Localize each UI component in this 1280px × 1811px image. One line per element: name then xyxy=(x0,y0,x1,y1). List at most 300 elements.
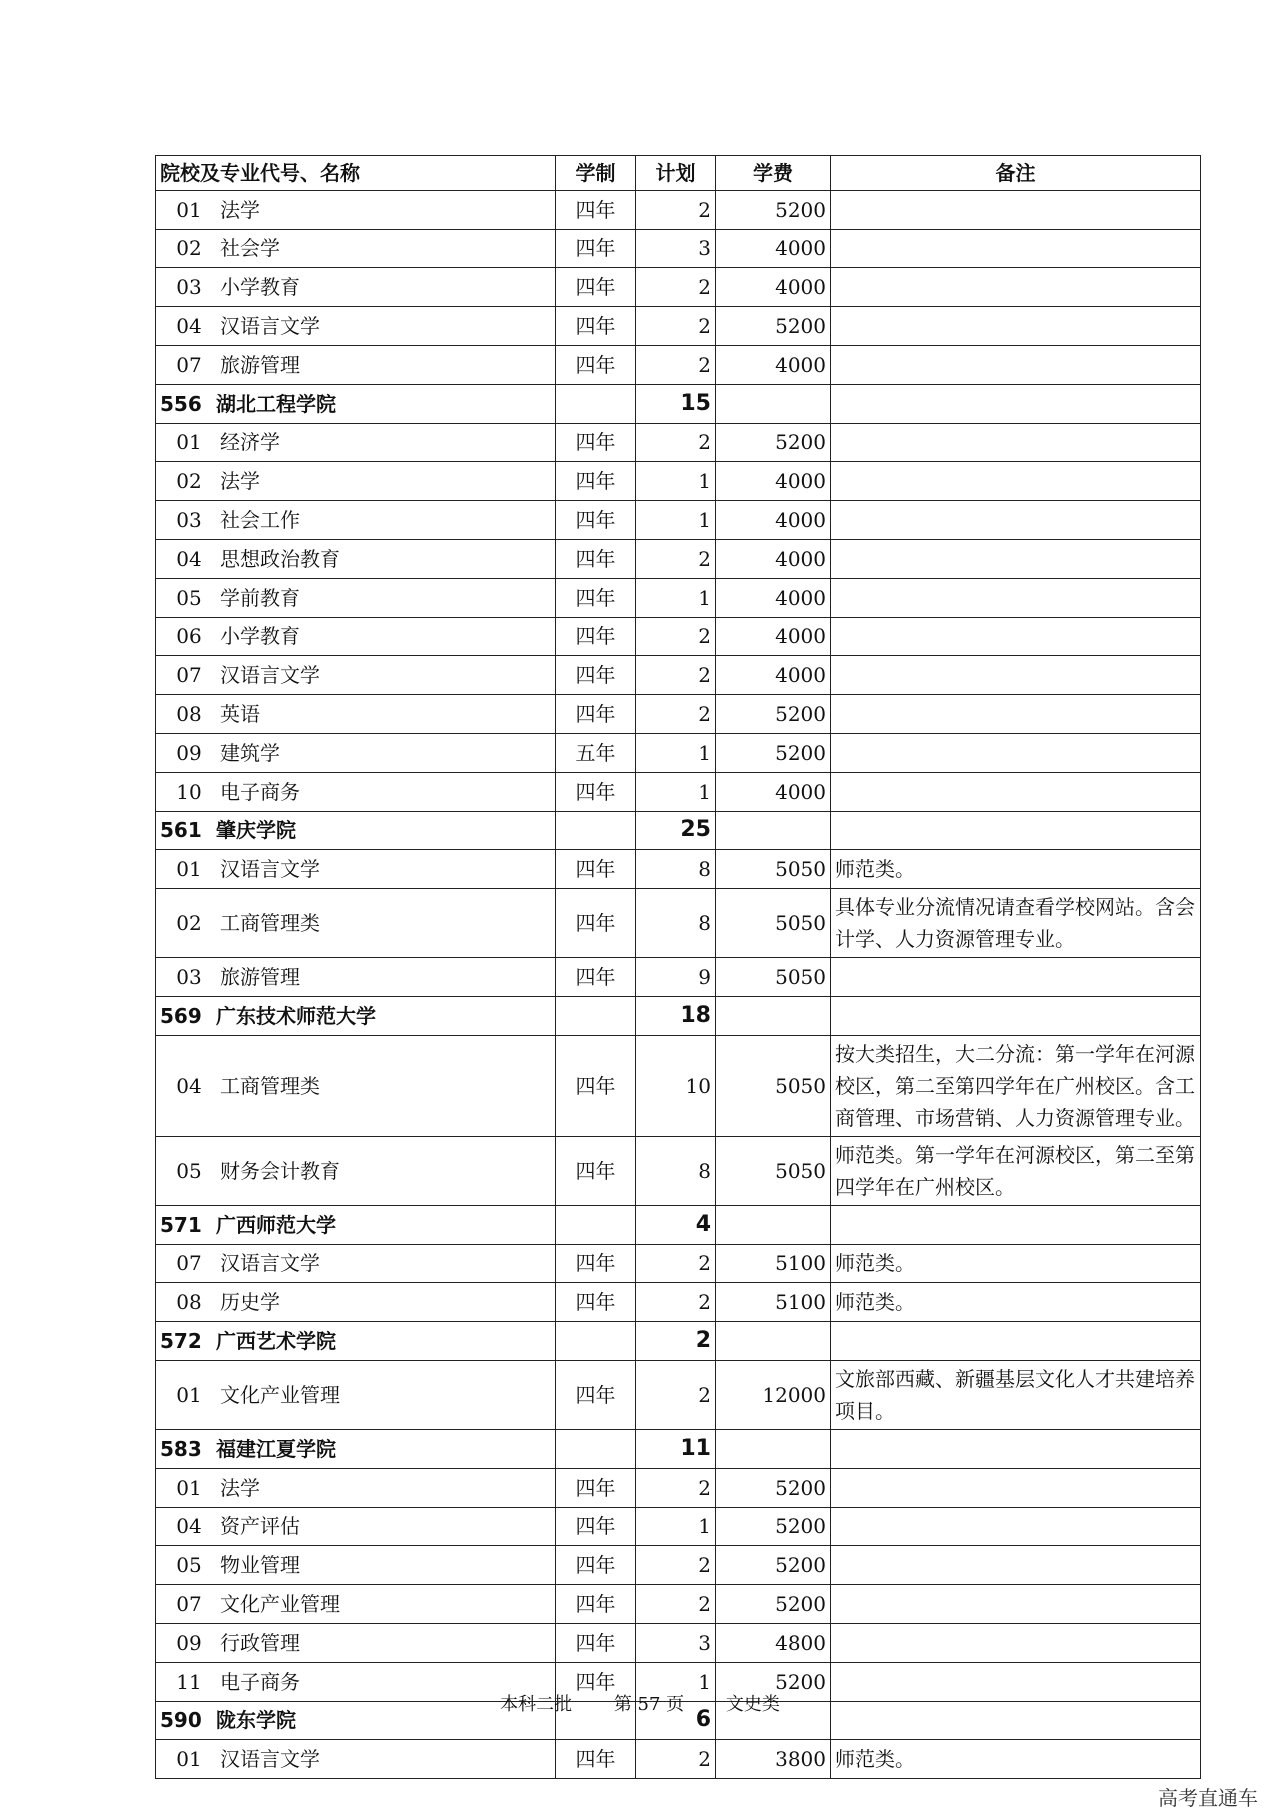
major-cell xyxy=(156,229,556,268)
major-fee: 5200 xyxy=(716,423,831,462)
major-cell xyxy=(156,1507,556,1546)
header-note: 备注 xyxy=(831,156,1201,191)
major-plan: 2 xyxy=(636,656,716,695)
major-duration: 四年 xyxy=(556,578,636,617)
major-plan: 1 xyxy=(636,1662,716,1701)
major-code: 04 xyxy=(176,1514,202,1539)
major-note xyxy=(831,772,1201,811)
major-fee: 5050 xyxy=(716,889,831,958)
major-note xyxy=(831,345,1201,384)
major-fee: 4000 xyxy=(716,268,831,307)
major-duration: 四年 xyxy=(556,1507,636,1546)
major-duration: 四年 xyxy=(556,958,636,997)
major-duration: 四年 xyxy=(556,1662,636,1701)
major-note xyxy=(831,539,1201,578)
major-fee: 5200 xyxy=(716,1662,831,1701)
major-duration: 四年 xyxy=(556,539,636,578)
major-code: 02 xyxy=(176,469,202,494)
school-fee-cell xyxy=(716,811,831,850)
footer-page-number: 第 57 页 xyxy=(613,1694,685,1715)
school-fee-cell xyxy=(716,1429,831,1468)
header-duration: 学制 xyxy=(556,156,636,191)
major-name: 汉语言文学 xyxy=(220,663,320,688)
school-duration-cell xyxy=(556,1322,636,1361)
major-cell xyxy=(156,423,556,462)
major-row xyxy=(156,1035,1201,1136)
school-name: 广西师范大学 xyxy=(216,1212,336,1237)
major-code: 09 xyxy=(176,740,202,765)
major-name: 社会学 xyxy=(220,236,280,261)
major-name: 思想政治教育 xyxy=(220,546,340,571)
major-plan: 2 xyxy=(636,268,716,307)
major-note xyxy=(831,190,1201,229)
major-duration: 四年 xyxy=(556,1035,636,1136)
header-plan: 计划 xyxy=(636,156,716,191)
major-note: 师范类。 xyxy=(831,1244,1201,1283)
major-note xyxy=(831,958,1201,997)
major-code: 06 xyxy=(176,624,202,649)
school-name: 福建江夏学院 xyxy=(216,1436,336,1461)
major-cell xyxy=(156,1546,556,1585)
major-fee: 5050 xyxy=(716,1035,831,1136)
school-plan-total: 18 xyxy=(636,996,716,1035)
major-name: 物业管理 xyxy=(220,1553,300,1578)
major-duration: 四年 xyxy=(556,1136,636,1205)
major-code: 01 xyxy=(176,1475,202,1500)
major-name: 汉语言文学 xyxy=(220,1251,320,1276)
major-duration: 四年 xyxy=(556,695,636,734)
major-cell xyxy=(156,1035,556,1136)
major-plan: 3 xyxy=(636,1623,716,1662)
footer-category: 文史类 xyxy=(725,1694,780,1715)
major-note xyxy=(831,307,1201,346)
major-fee: 5050 xyxy=(716,958,831,997)
school-name: 广东技术师范大学 xyxy=(216,1003,376,1028)
school-plan-total: 4 xyxy=(636,1205,716,1244)
major-name: 汉语言文学 xyxy=(220,314,320,339)
major-plan: 2 xyxy=(636,695,716,734)
major-cell xyxy=(156,345,556,384)
major-cell xyxy=(156,695,556,734)
major-note xyxy=(831,268,1201,307)
major-cell xyxy=(156,1244,556,1283)
major-row xyxy=(156,617,1201,656)
major-code: 03 xyxy=(176,275,202,300)
school-name: 陇东学院 xyxy=(216,1708,296,1733)
major-fee: 4000 xyxy=(716,229,831,268)
major-plan: 2 xyxy=(636,345,716,384)
school-fee-cell xyxy=(716,384,831,423)
major-fee: 4000 xyxy=(716,772,831,811)
school-duration-cell xyxy=(556,996,636,1035)
major-duration: 四年 xyxy=(556,1283,636,1322)
school-cell xyxy=(156,1322,556,1361)
major-duration: 四年 xyxy=(556,423,636,462)
major-fee: 5200 xyxy=(716,1546,831,1585)
major-plan: 8 xyxy=(636,889,716,958)
major-note: 师范类。 xyxy=(831,850,1201,889)
major-cell xyxy=(156,1360,556,1429)
major-fee: 5100 xyxy=(716,1244,831,1283)
major-fee: 4800 xyxy=(716,1623,831,1662)
major-fee: 4000 xyxy=(716,656,831,695)
major-code: 05 xyxy=(176,1158,202,1183)
major-plan: 8 xyxy=(636,850,716,889)
school-note-cell xyxy=(831,1205,1201,1244)
major-fee: 5200 xyxy=(716,733,831,772)
school-cell xyxy=(156,996,556,1035)
major-plan: 2 xyxy=(636,539,716,578)
major-duration: 四年 xyxy=(556,307,636,346)
major-fee: 4000 xyxy=(716,617,831,656)
major-fee: 5050 xyxy=(716,1136,831,1205)
admission-plan-table xyxy=(155,155,1201,1779)
major-cell xyxy=(156,889,556,958)
major-name: 电子商务 xyxy=(220,779,300,804)
major-row xyxy=(156,1283,1201,1322)
major-plan: 3 xyxy=(636,229,716,268)
major-code: 01 xyxy=(176,430,202,455)
major-fee: 4000 xyxy=(716,539,831,578)
school-code: 556 xyxy=(160,391,202,416)
school-name: 湖北工程学院 xyxy=(216,391,336,416)
major-row xyxy=(156,1623,1201,1662)
major-name: 法学 xyxy=(220,197,260,222)
major-duration: 四年 xyxy=(556,656,636,695)
watermark-text: 高考直通车 xyxy=(1158,1786,1258,1810)
major-code: 02 xyxy=(176,236,202,261)
school-row xyxy=(156,384,1201,423)
major-note: 师范类。 xyxy=(831,1740,1201,1779)
major-note: 师范类。 xyxy=(831,1283,1201,1322)
major-plan: 2 xyxy=(636,1283,716,1322)
major-code: 01 xyxy=(176,1747,202,1772)
major-row xyxy=(156,501,1201,540)
major-cell xyxy=(156,307,556,346)
major-fee: 5200 xyxy=(716,190,831,229)
major-note xyxy=(831,733,1201,772)
major-cell xyxy=(156,1623,556,1662)
school-fee-cell xyxy=(716,1322,831,1361)
school-duration-cell xyxy=(556,1429,636,1468)
major-fee: 5200 xyxy=(716,1585,831,1624)
major-code: 01 xyxy=(176,1382,202,1407)
major-plan: 1 xyxy=(636,578,716,617)
major-row xyxy=(156,889,1201,958)
major-name: 社会工作 xyxy=(220,508,300,533)
major-fee: 12000 xyxy=(716,1360,831,1429)
major-duration: 四年 xyxy=(556,190,636,229)
major-name: 历史学 xyxy=(220,1290,280,1315)
major-cell xyxy=(156,733,556,772)
major-name: 学前教育 xyxy=(220,585,300,610)
major-plan: 10 xyxy=(636,1035,716,1136)
major-row xyxy=(156,1468,1201,1507)
major-duration: 四年 xyxy=(556,1740,636,1779)
major-row xyxy=(156,462,1201,501)
major-plan: 2 xyxy=(636,1740,716,1779)
major-duration: 四年 xyxy=(556,1546,636,1585)
school-code: 571 xyxy=(160,1212,202,1237)
major-name: 工商管理类 xyxy=(220,1073,320,1098)
major-cell xyxy=(156,850,556,889)
major-code: 03 xyxy=(176,965,202,990)
school-name: 肇庆学院 xyxy=(216,818,296,843)
major-code: 04 xyxy=(176,314,202,339)
major-plan: 2 xyxy=(636,1468,716,1507)
major-code: 02 xyxy=(176,911,202,936)
school-note-cell xyxy=(831,996,1201,1035)
table-body xyxy=(156,190,1201,1778)
major-fee: 4000 xyxy=(716,462,831,501)
major-note xyxy=(831,501,1201,540)
school-row xyxy=(156,811,1201,850)
major-note xyxy=(831,423,1201,462)
school-code: 569 xyxy=(160,1003,202,1028)
school-note-cell xyxy=(831,1429,1201,1468)
major-row xyxy=(156,1585,1201,1624)
major-fee: 5100 xyxy=(716,1283,831,1322)
major-code: 05 xyxy=(176,1553,202,1578)
major-duration: 四年 xyxy=(556,268,636,307)
major-name: 小学教育 xyxy=(220,275,300,300)
major-row xyxy=(156,578,1201,617)
major-plan: 2 xyxy=(636,190,716,229)
major-note xyxy=(831,1546,1201,1585)
major-plan: 2 xyxy=(636,307,716,346)
school-plan-total: 25 xyxy=(636,811,716,850)
major-note xyxy=(831,462,1201,501)
major-cell xyxy=(156,958,556,997)
major-note xyxy=(831,578,1201,617)
school-code: 583 xyxy=(160,1436,202,1461)
major-cell xyxy=(156,1585,556,1624)
major-code: 04 xyxy=(176,546,202,571)
major-fee: 5200 xyxy=(716,1507,831,1546)
major-code: 01 xyxy=(176,197,202,222)
major-name: 财务会计教育 xyxy=(220,1158,340,1183)
major-code: 10 xyxy=(176,779,202,804)
major-row xyxy=(156,268,1201,307)
school-duration-cell xyxy=(556,384,636,423)
major-row xyxy=(156,1360,1201,1429)
major-code: 01 xyxy=(176,857,202,882)
school-plan-total: 11 xyxy=(636,1429,716,1468)
major-name: 经济学 xyxy=(220,430,280,455)
major-duration: 四年 xyxy=(556,617,636,656)
major-code: 07 xyxy=(176,1251,202,1276)
major-duration: 四年 xyxy=(556,229,636,268)
major-name: 建筑学 xyxy=(220,740,280,765)
major-cell xyxy=(156,1740,556,1779)
major-row xyxy=(156,345,1201,384)
major-cell xyxy=(156,578,556,617)
major-row xyxy=(156,190,1201,229)
major-fee: 4000 xyxy=(716,501,831,540)
major-duration: 四年 xyxy=(556,772,636,811)
major-row xyxy=(156,772,1201,811)
major-note xyxy=(831,656,1201,695)
major-row xyxy=(156,1740,1201,1779)
major-name: 英语 xyxy=(220,702,260,727)
major-row xyxy=(156,423,1201,462)
major-plan: 1 xyxy=(636,462,716,501)
major-plan: 2 xyxy=(636,1546,716,1585)
major-name: 小学教育 xyxy=(220,624,300,649)
major-fee: 5200 xyxy=(716,695,831,734)
major-code: 05 xyxy=(176,585,202,610)
school-code: 572 xyxy=(160,1329,202,1354)
major-plan: 1 xyxy=(636,501,716,540)
major-cell xyxy=(156,268,556,307)
major-cell xyxy=(156,1283,556,1322)
major-row xyxy=(156,1546,1201,1585)
major-duration: 四年 xyxy=(556,1623,636,1662)
major-cell xyxy=(156,501,556,540)
major-note xyxy=(831,617,1201,656)
major-name: 文化产业管理 xyxy=(220,1592,340,1616)
major-code: 11 xyxy=(176,1669,202,1694)
school-note-cell xyxy=(831,811,1201,850)
major-duration: 四年 xyxy=(556,1468,636,1507)
major-row xyxy=(156,1136,1201,1205)
major-name: 法学 xyxy=(220,1475,260,1500)
major-code: 07 xyxy=(176,1592,202,1616)
major-plan: 8 xyxy=(636,1136,716,1205)
major-cell xyxy=(156,539,556,578)
major-code: 03 xyxy=(176,508,202,533)
school-code: 590 xyxy=(160,1708,202,1733)
major-code: 07 xyxy=(176,663,202,688)
major-duration: 四年 xyxy=(556,1360,636,1429)
major-duration: 四年 xyxy=(556,850,636,889)
major-fee: 5050 xyxy=(716,850,831,889)
major-note xyxy=(831,229,1201,268)
major-name: 文化产业管理 xyxy=(220,1382,340,1407)
header-fee: 学费 xyxy=(716,156,831,191)
major-row xyxy=(156,656,1201,695)
major-duration: 四年 xyxy=(556,501,636,540)
major-duration: 四年 xyxy=(556,462,636,501)
school-plan-total: 6 xyxy=(636,1701,716,1740)
major-row xyxy=(156,958,1201,997)
major-note xyxy=(831,1623,1201,1662)
school-cell xyxy=(156,384,556,423)
school-cell xyxy=(156,1429,556,1468)
major-note: 师范类。第一学年在河源校区，第二至第四学年在广州校区。 xyxy=(831,1136,1201,1205)
major-cell xyxy=(156,656,556,695)
major-row xyxy=(156,1507,1201,1546)
major-name: 旅游管理 xyxy=(220,965,300,990)
major-row xyxy=(156,1244,1201,1283)
major-plan: 1 xyxy=(636,733,716,772)
major-cell xyxy=(156,462,556,501)
major-code: 08 xyxy=(176,702,202,727)
major-plan: 2 xyxy=(636,423,716,462)
footer-batch: 本科二批 xyxy=(500,1694,573,1715)
major-name: 资产评估 xyxy=(220,1514,300,1539)
school-cell xyxy=(156,811,556,850)
major-fee: 4000 xyxy=(716,578,831,617)
major-code: 07 xyxy=(176,352,202,377)
major-row xyxy=(156,307,1201,346)
major-fee: 5200 xyxy=(716,1468,831,1507)
school-duration-cell xyxy=(556,1205,636,1244)
major-note xyxy=(831,1507,1201,1546)
school-note-cell xyxy=(831,384,1201,423)
major-plan: 2 xyxy=(636,1360,716,1429)
major-cell xyxy=(156,772,556,811)
major-row xyxy=(156,695,1201,734)
major-row xyxy=(156,229,1201,268)
major-fee: 3800 xyxy=(716,1740,831,1779)
major-note: 按大类招生，大二分流：第一学年在河源校区，第二至第四学年在广州校区。含工商管理、市场营销、人力资源管理专业。 xyxy=(831,1035,1201,1136)
major-note xyxy=(831,1585,1201,1624)
major-plan: 2 xyxy=(636,1585,716,1624)
major-row xyxy=(156,539,1201,578)
major-duration: 四年 xyxy=(556,1244,636,1283)
major-duration: 四年 xyxy=(556,889,636,958)
major-name: 工商管理类 xyxy=(220,911,320,936)
major-row xyxy=(156,733,1201,772)
school-duration-cell xyxy=(556,811,636,850)
page-footer xyxy=(0,1690,1280,1716)
major-plan: 1 xyxy=(636,772,716,811)
major-name: 电子商务 xyxy=(220,1669,300,1694)
major-code: 08 xyxy=(176,1290,202,1315)
table-header-row xyxy=(156,156,1201,191)
major-plan: 2 xyxy=(636,1244,716,1283)
major-note: 具体专业分流情况请查看学校网站。含会计学、人力资源管理专业。 xyxy=(831,889,1201,958)
school-note-cell xyxy=(831,1322,1201,1361)
major-name: 汉语言文学 xyxy=(220,1747,320,1772)
school-name: 广西艺术学院 xyxy=(216,1329,336,1354)
major-fee: 4000 xyxy=(716,345,831,384)
major-plan: 2 xyxy=(636,617,716,656)
school-fee-cell xyxy=(716,1205,831,1244)
major-cell xyxy=(156,617,556,656)
school-row xyxy=(156,996,1201,1035)
major-fee: 5200 xyxy=(716,307,831,346)
major-code: 04 xyxy=(176,1073,202,1098)
school-cell xyxy=(156,1205,556,1244)
major-cell xyxy=(156,190,556,229)
school-plan-total: 15 xyxy=(636,384,716,423)
header-name: 院校及专业代号、名称 xyxy=(156,156,556,191)
major-plan: 1 xyxy=(636,1507,716,1546)
major-duration: 五年 xyxy=(556,733,636,772)
school-row xyxy=(156,1429,1201,1468)
major-note xyxy=(831,1468,1201,1507)
major-name: 旅游管理 xyxy=(220,352,300,377)
school-fee-cell xyxy=(716,996,831,1035)
school-row xyxy=(156,1205,1201,1244)
major-cell xyxy=(156,1136,556,1205)
major-name: 行政管理 xyxy=(220,1630,300,1655)
major-name: 法学 xyxy=(220,469,260,494)
major-note: 文旅部西藏、新疆基层文化人才共建培养项目。 xyxy=(831,1360,1201,1429)
major-cell xyxy=(156,1468,556,1507)
school-code: 561 xyxy=(160,818,202,843)
major-code: 09 xyxy=(176,1630,202,1655)
school-row xyxy=(156,1322,1201,1361)
major-duration: 四年 xyxy=(556,345,636,384)
major-note xyxy=(831,695,1201,734)
major-plan: 9 xyxy=(636,958,716,997)
school-plan-total: 2 xyxy=(636,1322,716,1361)
major-row xyxy=(156,850,1201,889)
major-name: 汉语言文学 xyxy=(220,857,320,882)
